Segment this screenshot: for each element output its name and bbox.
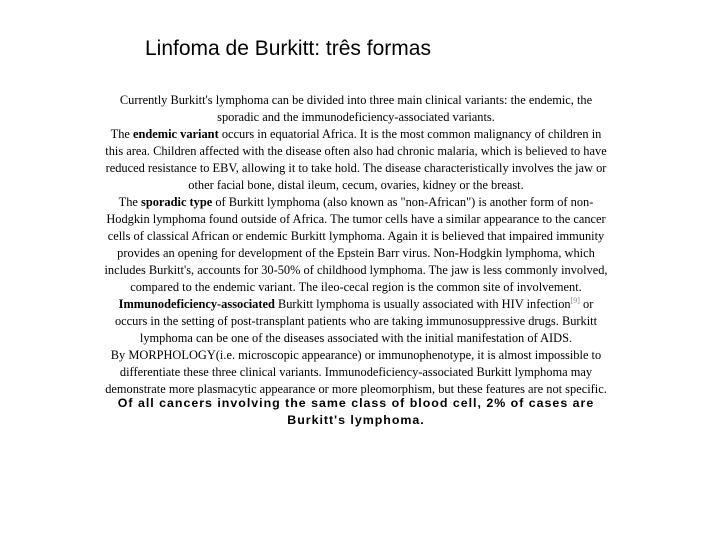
endemic-line-4: other facial bone, distal ileum, cecum, ovaries, kidney or the breast. (188, 178, 524, 192)
sporadic-line-5: includes Burkitt's, accounts for 30-50% of childhood lymphoma. The jaw is less commonly involved, (104, 263, 608, 277)
morphology-line-1: By MORPHOLOGY(i.e. microscopic appearance) or immunophenotype, it is almost impossible to (110, 348, 602, 362)
footer-statement (66, 395, 646, 429)
citation-link[interactable]: [9] (570, 295, 580, 305)
slide-title: Linfoma de Burkitt: três formas (145, 37, 431, 60)
immuno-line-1 (66, 296, 646, 313)
immuno-term: Immunodeficiency-associated (118, 297, 275, 311)
endemic-line-2: this area. Children affected with the disease often also had chronic malaria, which is believed to have (105, 144, 607, 158)
endemic-line-3: reduced resistance to EBV, allowing it to take hold. The disease characteristically involves the jaw or (105, 161, 607, 175)
sporadic-prefix: The (118, 195, 142, 209)
sporadic-term: sporadic type (141, 195, 213, 209)
immuno-line-3: lymphoma can be one of the diseases associated with the initial manifestation of AIDS. (139, 331, 573, 345)
endemic-prefix: The (110, 127, 134, 141)
immuno-line-1-end: or (579, 297, 594, 311)
endemic-line-1-rest: occurs in equatorial Africa. It is the most common malignancy of children in (218, 127, 602, 141)
sporadic-line-6: compared to the endemic variant. The ileo-cecal region is the common site of involvement. (130, 280, 582, 294)
intro-line-2: sporadic and the immunodeficiency-associated variants. (217, 110, 495, 124)
slide-body (66, 92, 646, 398)
immuno-line-1-rest: Burkitt lymphoma is usually associated with HIV infection (274, 297, 571, 311)
immuno-line-2: occurs in the setting of post-transplant patients who are taking immunosuppressive drugs. Burkitt (114, 314, 598, 328)
footer-line-1: Of all cancers involving the same class of blood cell, 2% of cases are (117, 396, 595, 410)
sporadic-line-2: Hodgkin lymphoma found outside of Africa. The tumor cells have a similar appearance to the cancer (106, 212, 606, 226)
sporadic-line-4: provides an opening for development of the Epstein Barr virus. Non-Hodgkin lymphoma, which (117, 246, 595, 260)
sporadic-line-1 (66, 194, 646, 211)
sporadic-line-3: cells of classical African or endemic Burkitt lymphoma. Again it is believed that impaired immunity (107, 229, 605, 243)
endemic-line-1 (66, 126, 646, 143)
morphology-line-3: demonstrate more plasmacytic appearance or more pleomorphism, but these features are not specific. (105, 382, 607, 396)
sporadic-line-1-rest: of Burkitt lymphoma (also known as "non-African") is another form of non- (212, 195, 594, 209)
intro-line-1: Currently Burkitt's lymphoma can be divided into three main clinical variants: the endemic, the (119, 93, 593, 107)
morphology-line-2: differentiate these three clinical variants. Immunodeficiency-associated Burkitt lymphoma may (119, 365, 593, 379)
endemic-term: endemic variant (133, 127, 219, 141)
footer-line-2: Burkitt's lymphoma. (287, 413, 425, 427)
